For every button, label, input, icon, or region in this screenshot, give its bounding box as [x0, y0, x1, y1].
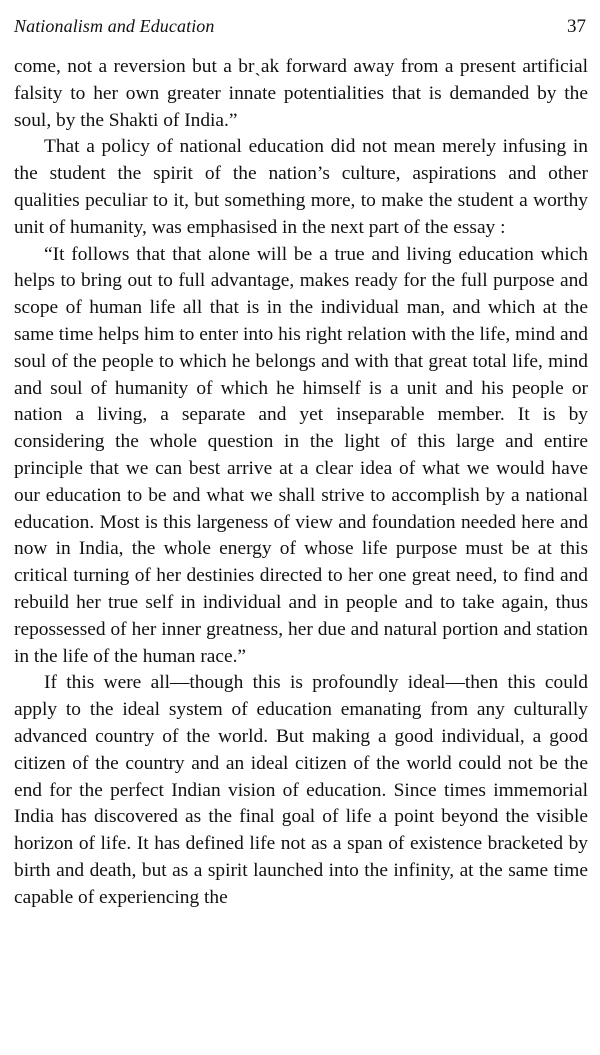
paragraph-quotation: “It follows that that alone will be a true and living education which helps to bring out to full advantage, makes ready for the full purpose and scope of human life all that is in the individual man, and which at the same time helps him to enter into his right relation with the life, mind and soul of the people to which he belongs and with that great total life, mind and soul of humanity of which he himself is a unit and his people or nation a living, a separate and yet inseparable member. It is by considering the whole question in the light of this large and entire principle that we can best arrive at a clear idea of what we would have our education to be and what we shall strive to accomplish by a national education. Most is this largeness of view and foundation needed here and now in India, the whole energy of whose life purpose must be at this critical turning of her destinies directed to her one great need, to find and rebuild her true self in individual and in people and to take again, thus repossessed of her inner greatness, her due and natural portion and station in the life of the human race.”	[14, 243, 588, 667]
paragraph-policy: That a policy of national education did not mean merely infusing in the student the spirit of the nation’s culture, aspirations and other qualities peculiar to it, but something more, to make the student a worthy unit of humanity, was emphasised in the next part of the essay :	[14, 136, 588, 238]
paragraph-continuation: come, not a reversion but a brˎak forward away from a present artificial falsity to her own greater innate potentialities that is demanded by the soul, by the Shakti of India.”	[14, 56, 588, 131]
book-page	[14, 0, 588, 1055]
paragraph-ideal: If this were all—though this is profoundly ideal—then this could apply to the ideal system of education emanating from any culturally advanced country of the world. But making a good individual, a good citizen of the country and an ideal citizen of the world could not be the end for the perfect Indian vision of education. Since times immemorial India has discovered as the final goal of life a point beyond the visible horizon of life. It has defined life not as a span of existence bracketed by birth and death, but as a spirit launched into the infinity, at the same time capable of experiencing the	[14, 672, 588, 908]
running-header	[14, 16, 588, 46]
body-text	[14, 54, 588, 912]
running-title: Nationalism and Education	[14, 16, 215, 36]
page-number: 37	[567, 16, 586, 37]
